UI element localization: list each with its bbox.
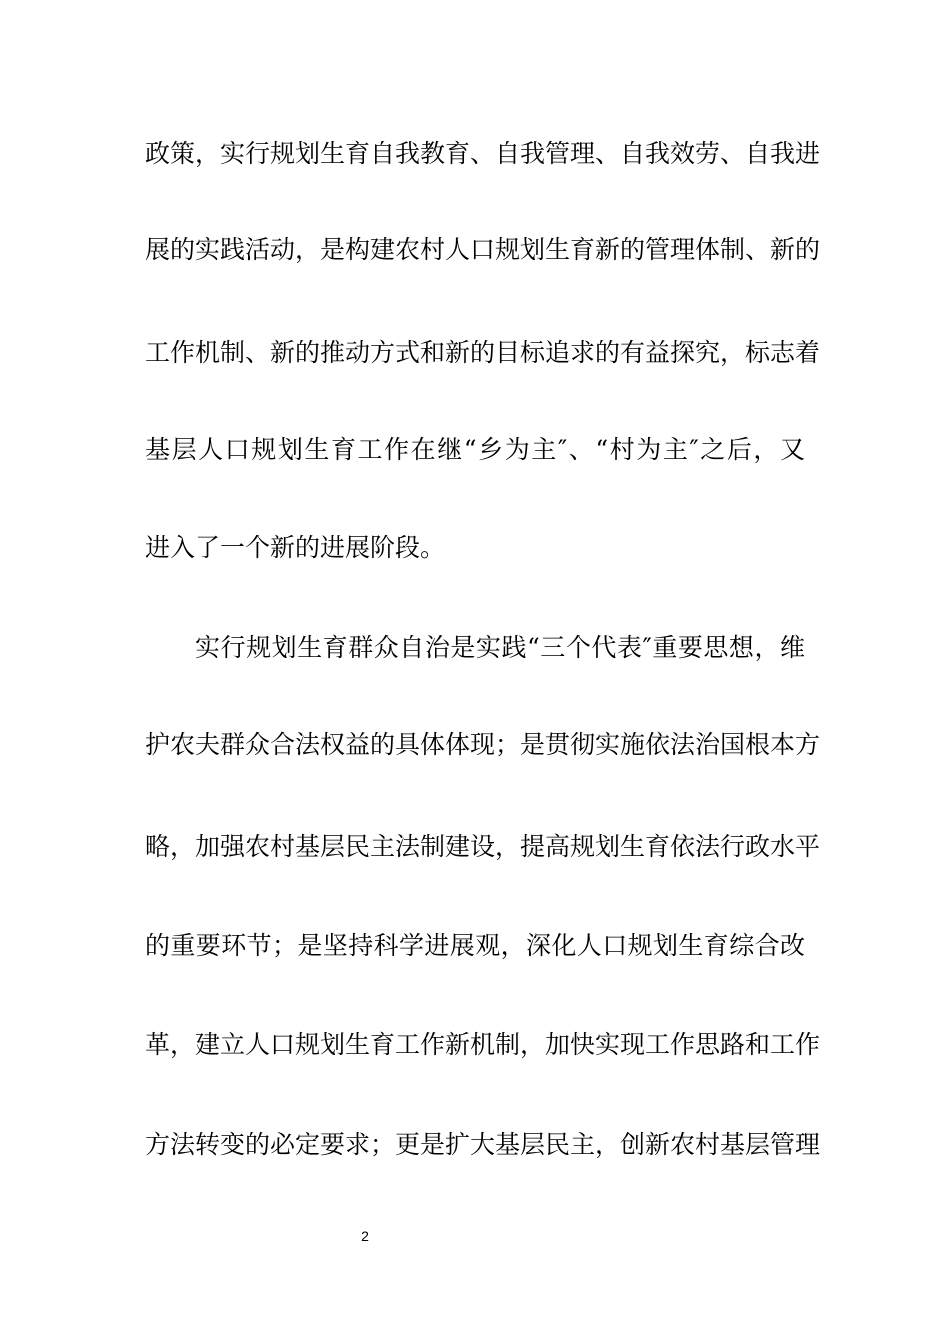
text-line-7: 护农夫群众合法权益的具体体现；是贯彻实施依法治国根本方 xyxy=(145,730,821,759)
text-line-3: 工作机制、新的推动方式和新的目标追求的有益探究，标志着 xyxy=(145,338,821,367)
text-line-5: 进入了一个新的进展阶段。 xyxy=(145,533,446,562)
text-line-9: 的重要环节；是坚持科学进展观，深化人口规划生育综合改 xyxy=(145,931,805,960)
text-line-10: 革，建立人口规划生育工作新机制，加快实现工作思路和工作 xyxy=(145,1030,821,1059)
text-line-4: 基层人口规划生育工作在继“乡为主″、“村为主″之后，又 xyxy=(145,435,805,464)
page-number: 2 xyxy=(361,1228,369,1244)
text-line-11: 方法转变的必定要求；更是扩大基层民主，创新农村基层管理 xyxy=(145,1130,821,1159)
text-line-8: 略，加强农村基层民主法制建设，提高规划生育依法行政水平 xyxy=(145,832,821,861)
paragraph-2-first-line: 实行规划生育群众自治是实践“三个代表″重要思想，维 xyxy=(195,633,805,662)
text-line-2: 展的实践活动，是构建农村人口规划生育新的管理体制、新的 xyxy=(145,235,821,264)
text-line-1: 政策，实行规划生育自我教育、自我管理、自我效劳、自我进 xyxy=(145,139,821,168)
